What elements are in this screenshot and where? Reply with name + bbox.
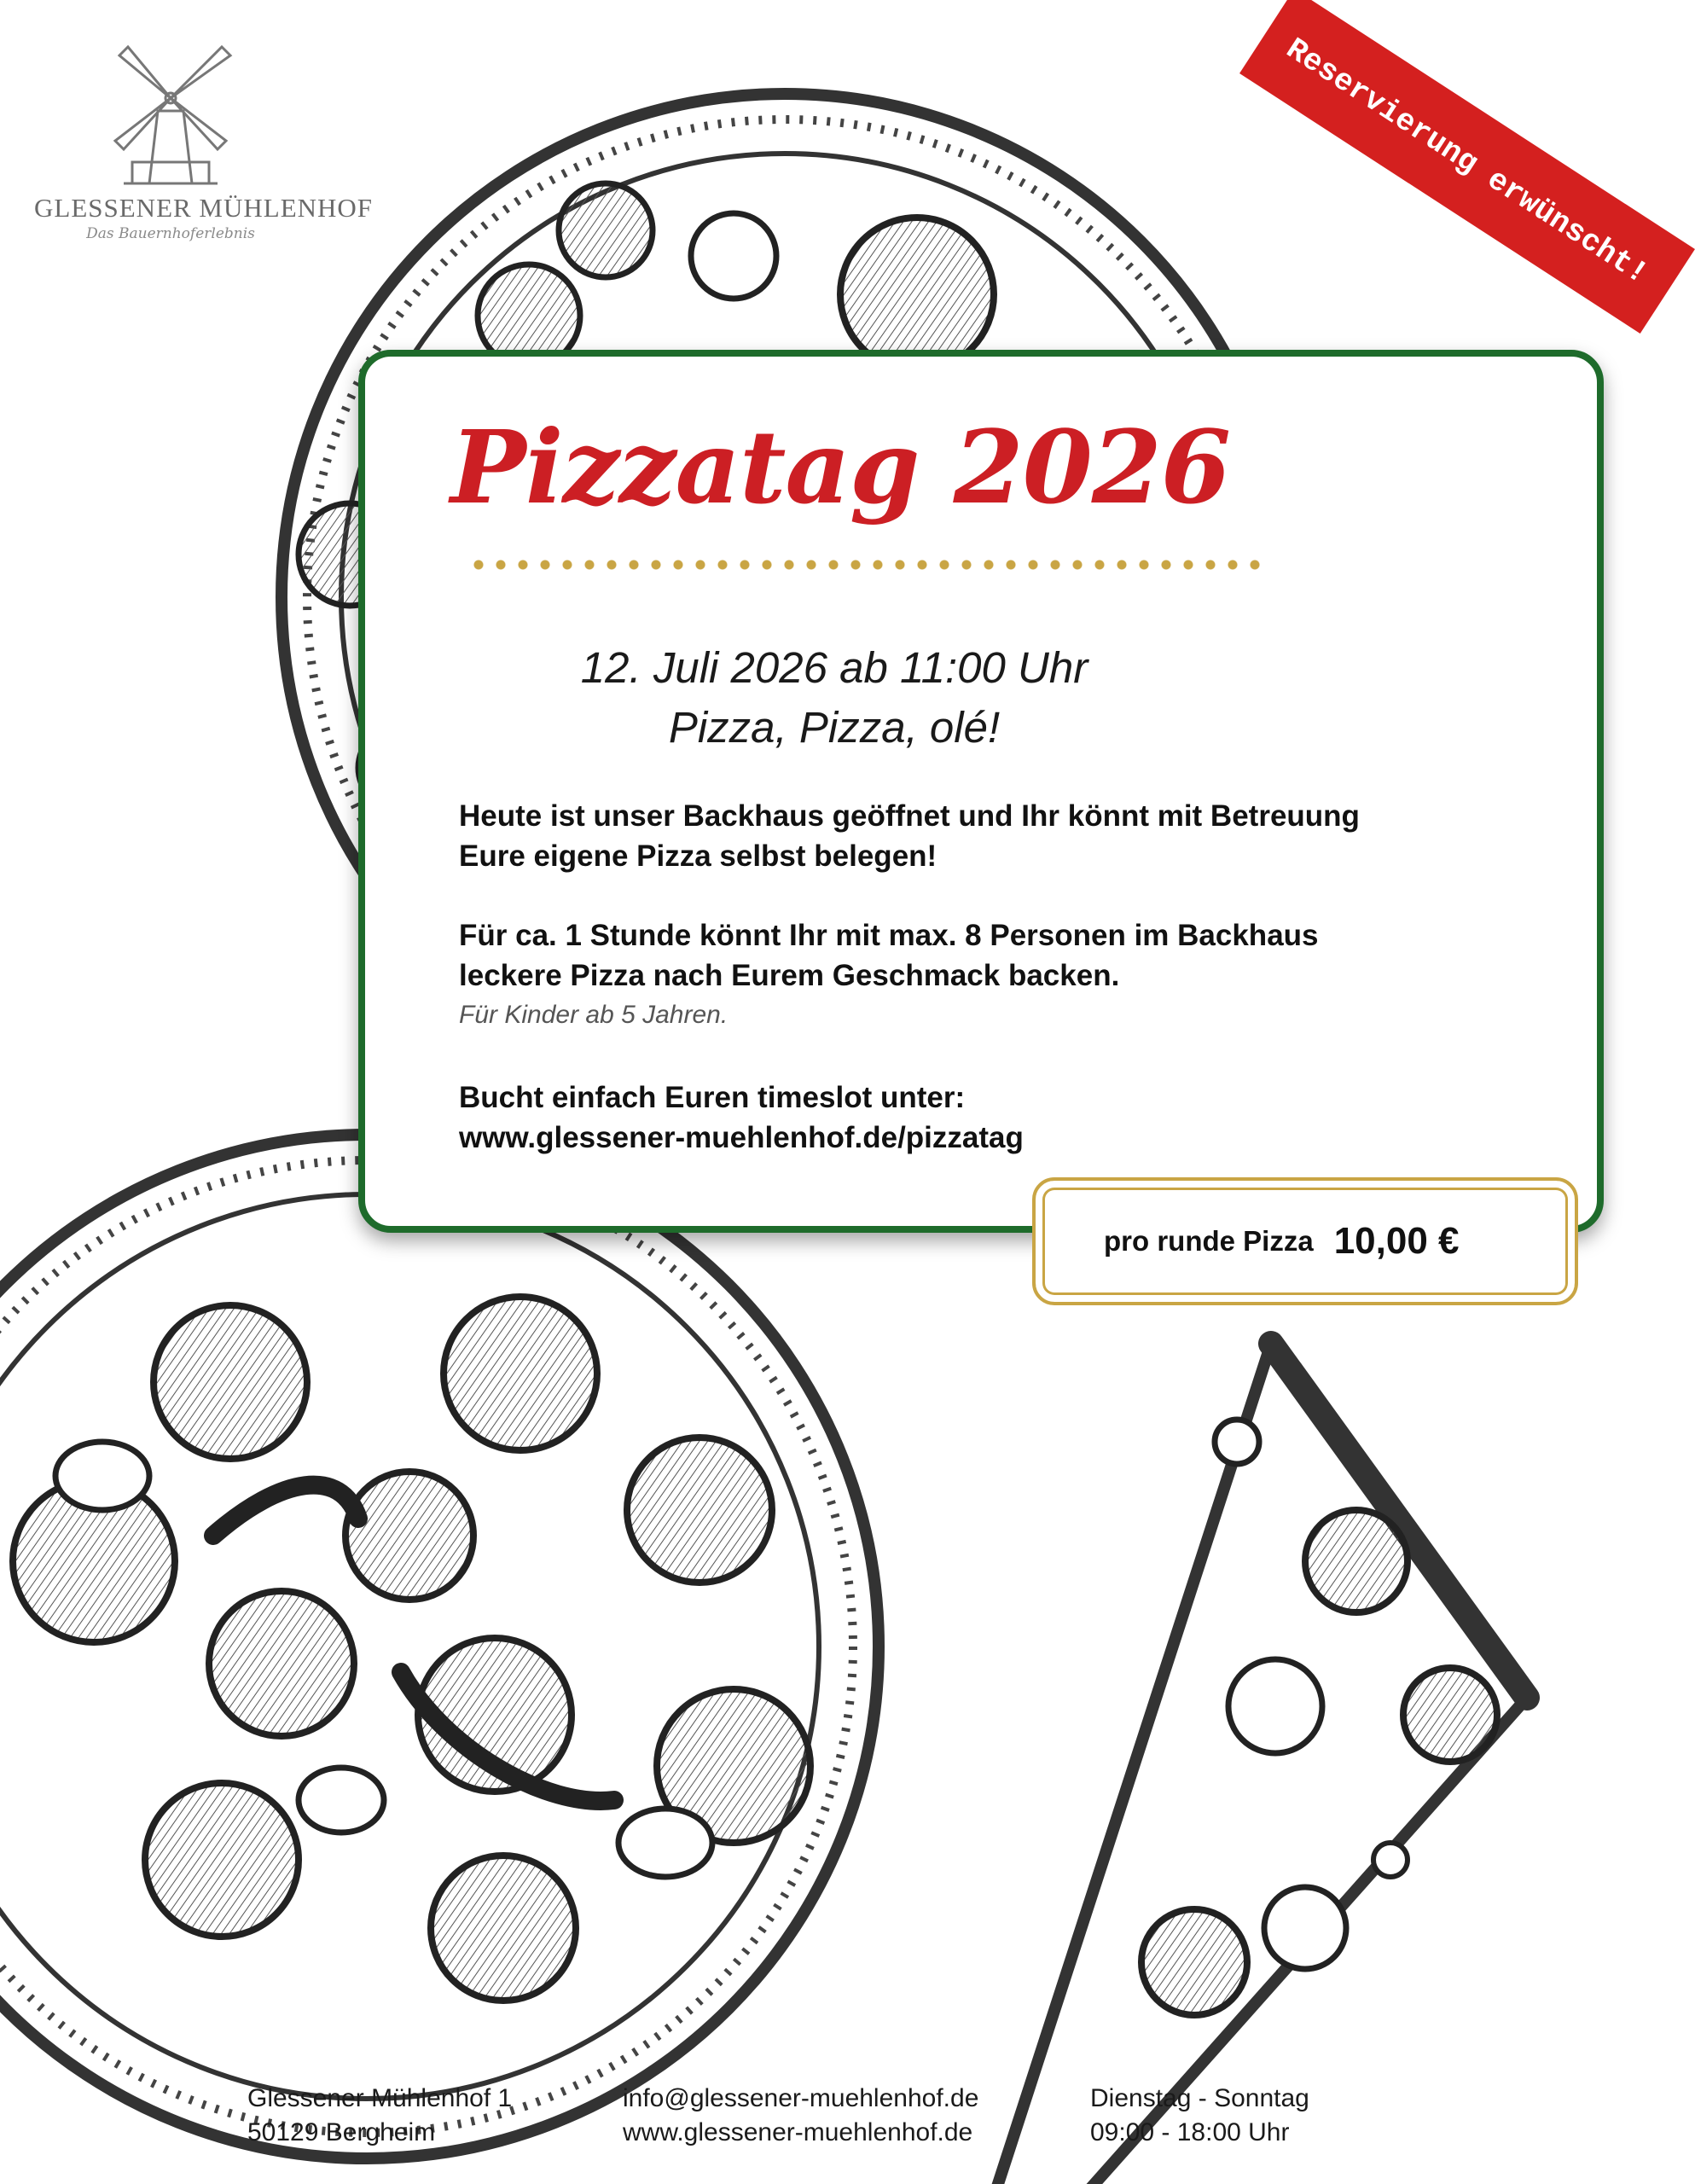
- footer-line: 09:00 - 18:00 Uhr: [1090, 2118, 1290, 2146]
- booking-info: [459, 1077, 1024, 1158]
- footer-address: [247, 2082, 512, 2150]
- paragraph-line: Für ca. 1 Stunde könnt Ihr mit max. 8 Personen im Backhaus: [459, 919, 1319, 952]
- price-value: 10,00 €: [1333, 1220, 1460, 1262]
- paragraph-line: Heute ist unser Backhaus geöffnet und Ihr könnt mit Betreuung: [459, 799, 1360, 833]
- pizza-bottom-icon: [0, 1135, 879, 2158]
- age-note: Für Kinder ab 5 Jahren.: [459, 1001, 729, 1029]
- booking-link[interactable]: www.glessener-muehlenhof.de/pizzatag: [459, 1121, 1024, 1154]
- price-label: pro runde Pizza: [1104, 1225, 1314, 1257]
- footer-contact: [623, 2082, 978, 2150]
- booking-line: Bucht einfach Euren timeslot unter:: [459, 1081, 966, 1114]
- paragraph-duration: [459, 915, 1319, 996]
- footer-website-link[interactable]: www.glessener-muehlenhof.de: [623, 2118, 973, 2146]
- brand-tagline: Das Bauernhoferlebnis: [86, 225, 255, 242]
- event-date: 12. Juli 2026 ab 11:00 Uhr: [580, 643, 1088, 692]
- brand-logo: [34, 34, 374, 264]
- paragraph-backhaus: [459, 796, 1360, 876]
- reservation-ribbon-text: Reservierung erwünscht!: [1280, 31, 1655, 292]
- price-box: [1032, 1177, 1578, 1305]
- event-card: [358, 350, 1604, 1233]
- footer-line: Dienstag - Sonntag: [1090, 2084, 1309, 2112]
- footer-line: 50129 Bergheim: [247, 2118, 436, 2146]
- event-slogan: Pizza, Pizza, olé!: [668, 703, 1001, 752]
- dotted-divider: [467, 560, 1269, 570]
- footer-hours: [1090, 2082, 1309, 2150]
- paragraph-line: leckere Pizza nach Eurem Geschmack backen.: [459, 959, 1120, 992]
- footer-email-link[interactable]: info@glessener-muehlenhof.de: [623, 2084, 979, 2112]
- footer-line: Glessener Mühlenhof 1: [247, 2084, 513, 2112]
- paragraph-line: Eure eigene Pizza selbst belegen!: [459, 839, 937, 873]
- windmill-icon: [98, 34, 243, 188]
- event-title: Pizzatag 2026: [450, 408, 1231, 526]
- brand-name: GLESSENER MÜHLENHOF: [34, 193, 374, 223]
- pizza-slice-icon: [943, 1344, 1527, 2184]
